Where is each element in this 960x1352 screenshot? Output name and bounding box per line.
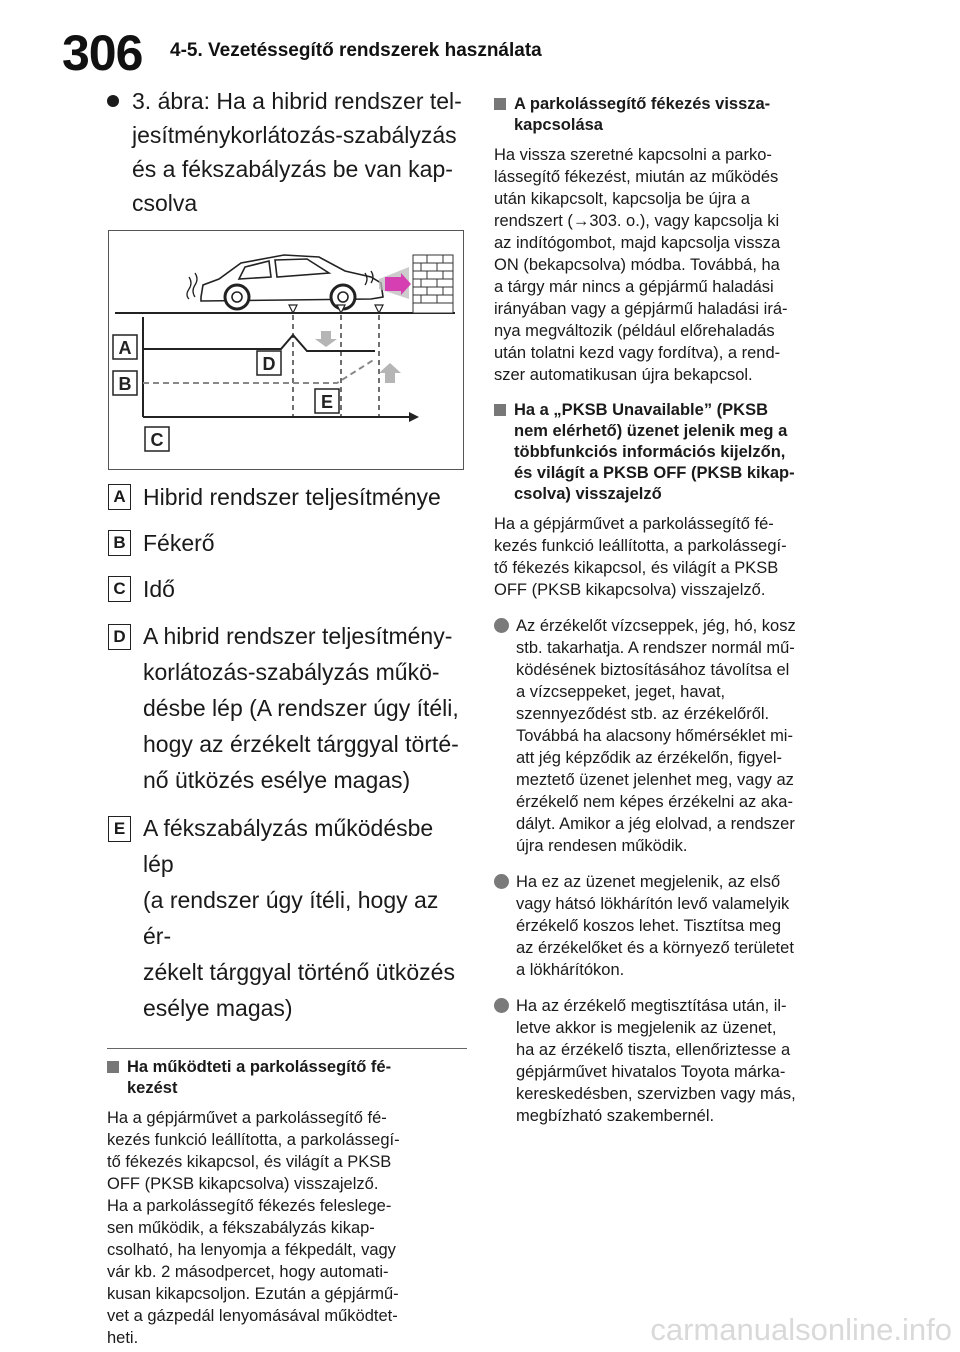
heading-line: és világít a PKSB OFF (PKSB kikap- — [514, 464, 795, 482]
figure-illustration — [109, 231, 463, 469]
section-body-reenable — [494, 144, 864, 386]
section-heading-unavailable — [494, 400, 864, 505]
body-line: után kikapcsolt, kapcsolja be újra a — [494, 190, 750, 208]
square-bullet-icon — [107, 1061, 119, 1073]
bullet-line: újra rendesen működik. — [516, 837, 688, 855]
label-a: A — [118, 338, 132, 358]
caption-line: csolva — [132, 190, 198, 216]
legend-text: Hibrid rendszer teljesítménye — [143, 484, 441, 510]
body-line: Ha a parkolássegítő fékezés feleslege- — [107, 1197, 392, 1215]
left-column — [107, 84, 467, 1349]
legend-item-b — [107, 526, 467, 560]
legend-key-b: B — [108, 530, 131, 556]
x-axis-arrow-icon — [409, 412, 419, 422]
bullet-line: Ha az érzékelő megtisztítása után, il- — [516, 997, 787, 1015]
body-line: OFF (PKSB kikapcsolva) visszajelző. — [107, 1175, 379, 1193]
section-heading-operating — [107, 1057, 467, 1099]
label-d: D — [262, 354, 276, 374]
section-body-operating — [107, 1107, 467, 1349]
round-bullet-icon — [494, 998, 509, 1013]
bullet-line: ha az érzékelő tiszta, ellenőriztesse a — [516, 1041, 791, 1059]
bullet-line: szennyeződést stb. az érzékelőről. — [516, 705, 770, 723]
body-line: tő fékezés kikapcsol, és világít a PKSB — [107, 1153, 392, 1171]
body-line: ON (bekapcsolva) módba. Továbbá, ha — [494, 256, 780, 274]
legend-text: (a rendszer úgy ítéli, hogy az ér- — [143, 887, 439, 949]
body-line: rendszert (→303. o.), vagy kapcsolja ki — [494, 212, 780, 230]
bullet-line: att jég képződik az érzékelőn, figyel- — [516, 749, 782, 767]
body-line: lássegítő fékezést, miután az működés — [494, 168, 779, 186]
up-arrow-icon — [379, 363, 401, 383]
legend-text: désbe lép (A rendszer úgy ítéli, — [143, 695, 459, 721]
page-number: 306 — [62, 25, 143, 81]
bullet-line: érzékelő koszos lehet. Tisztítsa meg — [516, 917, 782, 935]
hybrid-power-line — [143, 335, 375, 351]
legend-item-c — [107, 572, 467, 606]
bullet-line: az érzékelőket és a környező területet — [516, 939, 794, 957]
bullet-item — [494, 615, 864, 857]
bullet-line: stb. takarhatja. A rendszer normál mű- — [516, 639, 795, 657]
body-line: az indítógombot, majd kapcsolja vissza — [494, 234, 781, 252]
bullet-line: ködésének biztosításához távolítsa el — [516, 661, 790, 679]
bullet-line: Ha ez az üzenet megjelenik, az első — [516, 873, 781, 891]
bullet-item — [494, 995, 864, 1127]
figure-caption — [107, 84, 467, 220]
label-c: C — [150, 430, 164, 450]
legend-text: esélye magas) — [143, 995, 293, 1021]
label-b: B — [118, 374, 132, 394]
body-line: vet a gázpedál lenyomásával működtet- — [107, 1307, 398, 1325]
car-icon — [201, 255, 383, 309]
square-bullet-icon — [494, 98, 506, 110]
down-arrow-icon — [315, 331, 337, 347]
brick-wall-icon — [413, 255, 453, 313]
heading-line: többfunkciós információs kijelzőn, — [514, 443, 786, 461]
heading-line: Ha a „PKSB Unavailable” (PKSB — [514, 401, 768, 419]
bullet-line: a lökhárítókon. — [516, 961, 625, 979]
bullet-line: Továbbá ha alacsony hőmérséklet mi- — [516, 727, 793, 745]
legend-text: hogy az érzékelt tárggyal törté- — [143, 731, 459, 757]
legend-text: zékelt tárggyal történő ütközés — [143, 959, 455, 985]
watermark-text[interactable]: carmanualsonline.info — [650, 1312, 952, 1347]
section-title: 4-5. Vezetéssegítő rendszerek használata — [170, 40, 542, 61]
body-line: Ha vissza szeretné kapcsolni a parko- — [494, 146, 772, 164]
legend-text: A hibrid rendszer teljesítmény- — [143, 623, 453, 649]
heading-line: kapcsolása — [514, 116, 603, 134]
body-line: után tolatni kezd vagy fordítva), a rend- — [494, 344, 781, 362]
caption-line: 3. ábra: Ha a hibrid rendszer tel- — [132, 88, 462, 114]
body-line: szer automatikusan újra bekapcsol. — [494, 366, 753, 384]
bullet-dot-icon — [107, 95, 119, 107]
legend-text: nő ütközés esélye magas) — [143, 767, 411, 793]
round-bullet-icon — [494, 618, 509, 633]
caption-line: jesítménykorlátozás-szabályzás — [132, 122, 457, 148]
legend-key-a: A — [108, 484, 131, 510]
right-column — [494, 94, 864, 1127]
legend-text: Fékerő — [143, 530, 215, 556]
square-bullet-icon — [494, 404, 506, 416]
section-divider — [107, 1048, 467, 1049]
heading-line: csolva) visszajelző — [514, 485, 662, 503]
heading-line: A parkolássegítő fékezés vissza- — [514, 95, 771, 113]
bullet-line: dályt. Amikor a jég elolvad, a rendszer — [516, 815, 795, 833]
legend-key-d: D — [108, 624, 131, 650]
bullet-item — [494, 871, 864, 981]
legend-text: Idő — [143, 576, 175, 602]
bullet-line: vagy hátsó lökhárítón levő valamelyik — [516, 895, 790, 913]
bullet-line: meztető üzenet jelenhet meg, vagy az — [516, 771, 794, 789]
body-line: kezés funkció leállította, a parkolássegí- — [107, 1131, 400, 1149]
round-bullet-icon — [494, 874, 509, 889]
body-line: vár kb. 2 másodpercet, hogy automati- — [107, 1263, 389, 1281]
body-line: Ha a gépjárművet a parkolássegítő fé- — [107, 1109, 387, 1127]
figure-legend — [107, 480, 467, 1026]
label-e: E — [320, 392, 334, 412]
body-line: irányában vagy a gépjármű haladási irá- — [494, 300, 788, 318]
body-line: a tárgy már nincs a gépjármű haladási — [494, 278, 774, 296]
bullet-line: kereskedésben, szervizben vagy más, — [516, 1085, 796, 1103]
bullet-line: gépjárművet hivatalos Toyota márka- — [516, 1063, 786, 1081]
body-line: kezés funkció leállította, a parkolássegí- — [494, 537, 787, 555]
section-body-unavailable — [494, 513, 864, 601]
heading-line: kezést — [127, 1079, 178, 1097]
legend-key-e: E — [108, 816, 131, 842]
body-line: kusan kikapcsoljon. Ezután a gépjármű- — [107, 1285, 399, 1303]
legend-item-a — [107, 480, 467, 514]
body-line: heti. — [107, 1329, 139, 1347]
heading-line: nem elérhető) üzenet jelenik meg a — [514, 422, 788, 440]
body-line: nya megváltozik (például előrehaladás — [494, 322, 775, 340]
body-line: Ha a gépjárművet a parkolássegítő fé- — [494, 515, 774, 533]
legend-item-e — [107, 810, 467, 1026]
body-line: sen működik, a fékszabályzás kikap- — [107, 1219, 375, 1237]
legend-key-c: C — [108, 576, 131, 602]
bullet-line: a vízcseppeket, jeget, havat, — [516, 683, 726, 701]
bullet-line: letve akkor is megjelenik az üzenet, — [516, 1019, 777, 1037]
body-line: csolható, ha lenyomja a fékpedált, vagy — [107, 1241, 396, 1259]
legend-text: A fékszabályzás működésbe lép — [143, 815, 434, 877]
heading-line: Ha működteti a parkolássegítő fé- — [127, 1058, 392, 1076]
bullet-line: megbízható szakembernél. — [516, 1107, 715, 1125]
bullet-line: Az érzékelőt vízcseppek, jég, hó, kosz — [516, 617, 796, 635]
body-line: OFF (PKSB kikapcsolva) visszajelző. — [494, 581, 766, 599]
bullet-line: érzékelő nem képes érzékelni az aka- — [516, 793, 793, 811]
body-line: tő fékezés kikapcsol, és világít a PKSB — [494, 559, 779, 577]
caption-line: és a fékszabályzás be van kap- — [132, 156, 453, 182]
section-heading-reenable — [494, 94, 864, 136]
pksb-timing-figure — [108, 230, 464, 470]
legend-text: korlátozás-szabályzás műkö- — [143, 659, 440, 685]
legend-item-d — [107, 618, 467, 798]
